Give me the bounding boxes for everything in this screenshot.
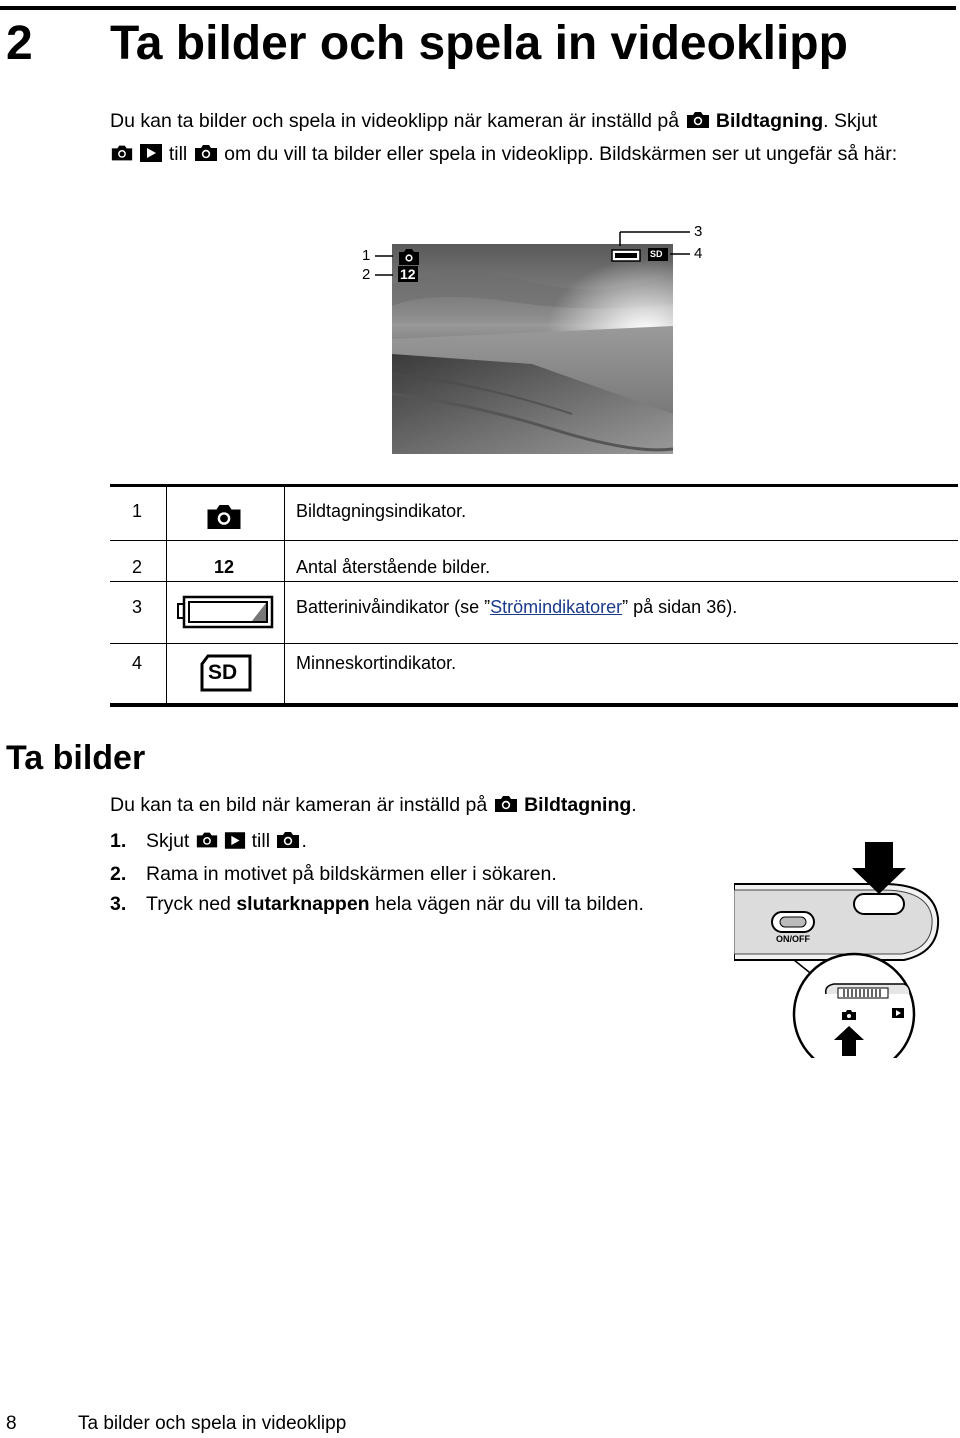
intro-text-4: om du vill ta bilder eller spela in videoklipp. Bildskärmen ser ut ungefär så här: [224, 143, 898, 165]
step-3 [110, 889, 644, 919]
table-bottom-rule [110, 703, 958, 707]
table-row-number: 4 [132, 653, 143, 673]
table-row-desc: Antal återstående bilder. [296, 557, 491, 577]
step-number: 1. [110, 830, 127, 852]
table-divider [166, 487, 167, 703]
sd-card-icon [198, 654, 254, 697]
step-number: 3. [110, 893, 127, 915]
intro-mode-bold: Bildtagning [715, 110, 824, 132]
camera-icon [202, 502, 246, 537]
table-row-number: 2 [132, 557, 143, 577]
play-icon [224, 829, 246, 859]
battery-icon [176, 594, 274, 635]
table-row-desc [296, 596, 737, 618]
camera-icon [493, 794, 519, 821]
callout-4: 4 [694, 245, 703, 262]
camera-icon [685, 109, 711, 139]
sd-card-label: SD [208, 661, 238, 684]
table-row-desc: Bildtagningsindikator. [296, 501, 467, 521]
table-divider [284, 487, 285, 703]
callout-3: 3 [694, 223, 703, 240]
camera-top-illustration [734, 842, 956, 1058]
section-intro [110, 792, 637, 821]
intro-text-3: till [168, 143, 188, 165]
shots-remaining-overlay: 12 [400, 266, 416, 282]
step-text: Rama in motivet på bildskärmen eller i sökaren. [146, 863, 557, 885]
shutter-button-term: slutarknappen [236, 893, 370, 915]
table-row-line [110, 581, 958, 582]
step-text: Skjut [146, 830, 190, 852]
section-title: Ta bilder [6, 739, 146, 777]
shots-remaining-value: 12 [214, 557, 235, 577]
chapter-title: Ta bilder och spela in videoklipp [110, 17, 848, 70]
table-row-line [110, 540, 958, 541]
table-top-rule [110, 484, 958, 487]
step-text: hela vägen när du vill ta bilden. [375, 893, 644, 915]
step-1 [110, 826, 644, 859]
camera-icon [275, 829, 301, 859]
step-text: . [301, 830, 307, 852]
camera-icon [195, 829, 219, 859]
top-rule [0, 6, 956, 10]
camera-icon [110, 142, 134, 172]
table-row-number: 3 [132, 597, 143, 617]
desc-text: Batterinivåindikator (se ” [296, 597, 491, 617]
callout-1: 1 [362, 247, 371, 264]
table-row-desc: Minneskortindikator. [296, 653, 457, 673]
step-text: till [251, 830, 271, 852]
on-off-label: ON/OFF [776, 934, 810, 944]
section-intro-text: Du kan ta en bild när kameran är inställd på [110, 794, 488, 816]
section-intro-end: . [631, 794, 637, 816]
table-row-line [110, 643, 958, 644]
callout-2: 2 [362, 266, 371, 283]
footer-title: Ta bilder och spela in videoklipp [78, 1413, 347, 1434]
intro-text-2: . Skjut [823, 110, 878, 132]
step-number: 2. [110, 863, 127, 885]
step-text: Tryck ned [146, 893, 231, 915]
table-row-number: 1 [132, 501, 143, 521]
steps-list [110, 826, 644, 919]
desc-text: ” på sidan 36). [622, 597, 738, 617]
stromindikatorer-link[interactable]: Strömindikatorer [490, 597, 623, 617]
step-2 [110, 859, 644, 889]
section-intro-bold: Bildtagning [524, 794, 632, 816]
play-icon [139, 142, 163, 172]
screen-callouts [355, 218, 715, 298]
sd-overlay: SD [650, 249, 663, 259]
intro-paragraph [110, 106, 960, 172]
chapter-number: 2 [6, 17, 33, 70]
page-number: 8 [6, 1413, 17, 1434]
intro-text-1: Du kan ta bilder och spela in videoklipp när kameran är inställd på [110, 110, 680, 132]
camera-icon [193, 142, 219, 172]
